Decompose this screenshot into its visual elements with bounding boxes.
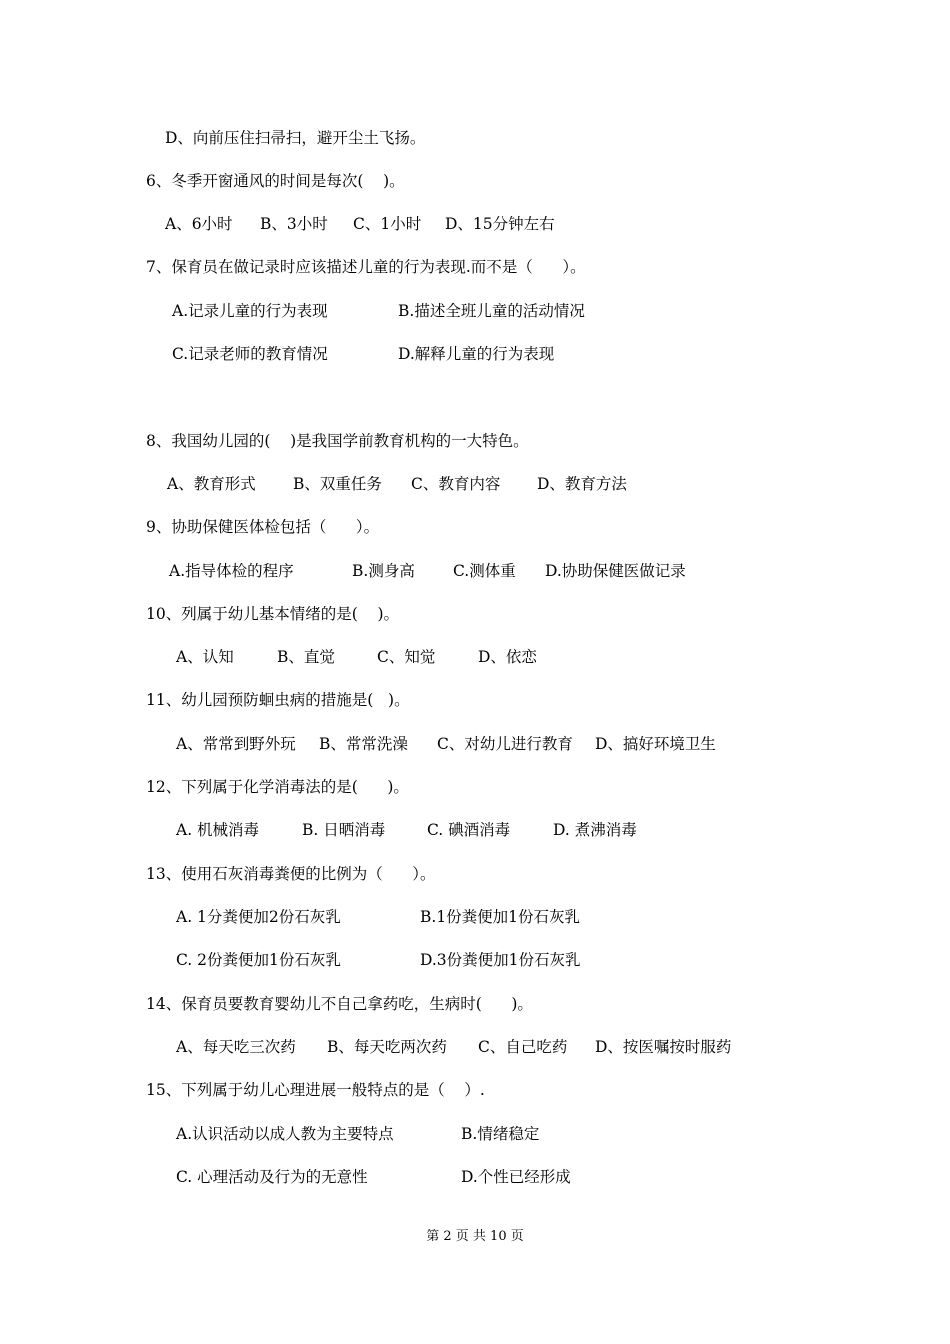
question-10-option-c: C、知觉 xyxy=(377,648,436,666)
question-12-option-a: A. 机械消毒 xyxy=(176,821,260,839)
question-11-option-a: A、常常到野外玩 xyxy=(176,735,296,753)
question-6-stem: 6、冬季开窗通风的时间是每次( )。 xyxy=(146,172,405,190)
question-11-stem: 11、幼儿园预防蛔虫病的措施是( )。 xyxy=(146,691,410,709)
question-14-option-d: D、按医嘱按时服药 xyxy=(595,1038,732,1056)
question-12-option-c: C. 碘酒消毒 xyxy=(427,821,511,839)
question-14-option-c: C、自己吃药 xyxy=(478,1038,568,1056)
question-15-option-b: B.情绪稳定 xyxy=(461,1125,540,1143)
question-7-option-a: A.记录儿童的行为表现 xyxy=(172,302,328,320)
question-14-stem: 14、保育员要教育婴幼儿不自己拿药吃，生病时( )。 xyxy=(146,995,533,1013)
question-15-option-d: D.个性已经形成 xyxy=(461,1168,571,1186)
question-7-option-c: C.记录老师的教育情况 xyxy=(172,345,328,363)
question-6-option-d: D、15分钟左右 xyxy=(445,215,555,233)
question-12-option-b: B. 日晒消毒 xyxy=(302,821,386,839)
question-8-option-a: A、教育形式 xyxy=(167,475,256,493)
question-15-stem: 15、下列属于幼儿心理进展一般特点的是（ ）. xyxy=(146,1081,485,1099)
question-13-stem: 13、使用石灰消毒粪便的比例为（ ）。 xyxy=(146,865,436,883)
question-9-stem: 9、协助保健医体检包括（ ）。 xyxy=(146,518,380,536)
question-8-option-c: C、教育内容 xyxy=(411,475,501,493)
question-8-option-d: D、教育方法 xyxy=(537,475,627,493)
question-15-option-a: A.认识活动以成人教为主要特点 xyxy=(176,1125,394,1143)
question-9-option-d: D.协助保健医做记录 xyxy=(545,562,686,580)
question-10-stem: 10、列属于幼儿基本情绪的是( )。 xyxy=(146,605,400,623)
page-footer: 第 2 页 共 10 页 xyxy=(426,1229,524,1244)
question-11-option-b: B、常常洗澡 xyxy=(319,735,408,753)
question-10-option-d: D、依恋 xyxy=(478,648,537,666)
question-14-option-a: A、每天吃三次药 xyxy=(176,1038,296,1056)
question-8-option-b: B、双重任务 xyxy=(293,475,382,493)
question-9-option-b: B.测身高 xyxy=(352,562,415,580)
question-7-option-b: B.描述全班儿童的活动情况 xyxy=(398,302,585,320)
question-10-option-b: B、直觉 xyxy=(277,648,335,666)
question-11-option-c: C、对幼儿进行教育 xyxy=(437,735,573,753)
question-12-option-d: D. 煮沸消毒 xyxy=(553,821,637,839)
question-15-option-c: C. 心理活动及行为的无意性 xyxy=(176,1168,368,1186)
question-13-option-b: B.1份粪便加1份石灰乳 xyxy=(420,908,581,926)
question-10-option-a: A、认知 xyxy=(176,648,234,666)
question-7-option-d: D.解释儿童的行为表现 xyxy=(398,345,555,363)
question-6-option-b: B、3小时 xyxy=(260,215,328,233)
question-13-option-c: C. 2份粪便加1份石灰乳 xyxy=(176,951,341,969)
question-14-option-b: B、每天吃两次药 xyxy=(327,1038,447,1056)
question-7-stem: 7、保育员在做记录时应该描述儿童的行为表现.而不是（ ）。 xyxy=(146,258,586,276)
question-6-option-c: C、1小时 xyxy=(353,215,422,233)
question-11-option-d: D、搞好环境卫生 xyxy=(595,735,716,753)
carryover-option-d: D、向前压住扫帚扫，避开尘土飞扬。 xyxy=(165,129,426,147)
question-13-option-d: D.3份粪便加1份石灰乳 xyxy=(420,951,581,969)
question-6-option-a: A、6小时 xyxy=(165,215,233,233)
question-12-stem: 12、下列属于化学消毒法的是( )。 xyxy=(146,778,409,796)
question-9-option-a: A.指导体检的程序 xyxy=(169,562,294,580)
question-13-option-a: A. 1分粪便加2份石灰乳 xyxy=(176,908,341,926)
question-8-stem: 8、我国幼儿园的( )是我国学前教育机构的一大特色。 xyxy=(146,432,529,450)
question-9-option-c: C.测体重 xyxy=(453,562,516,580)
